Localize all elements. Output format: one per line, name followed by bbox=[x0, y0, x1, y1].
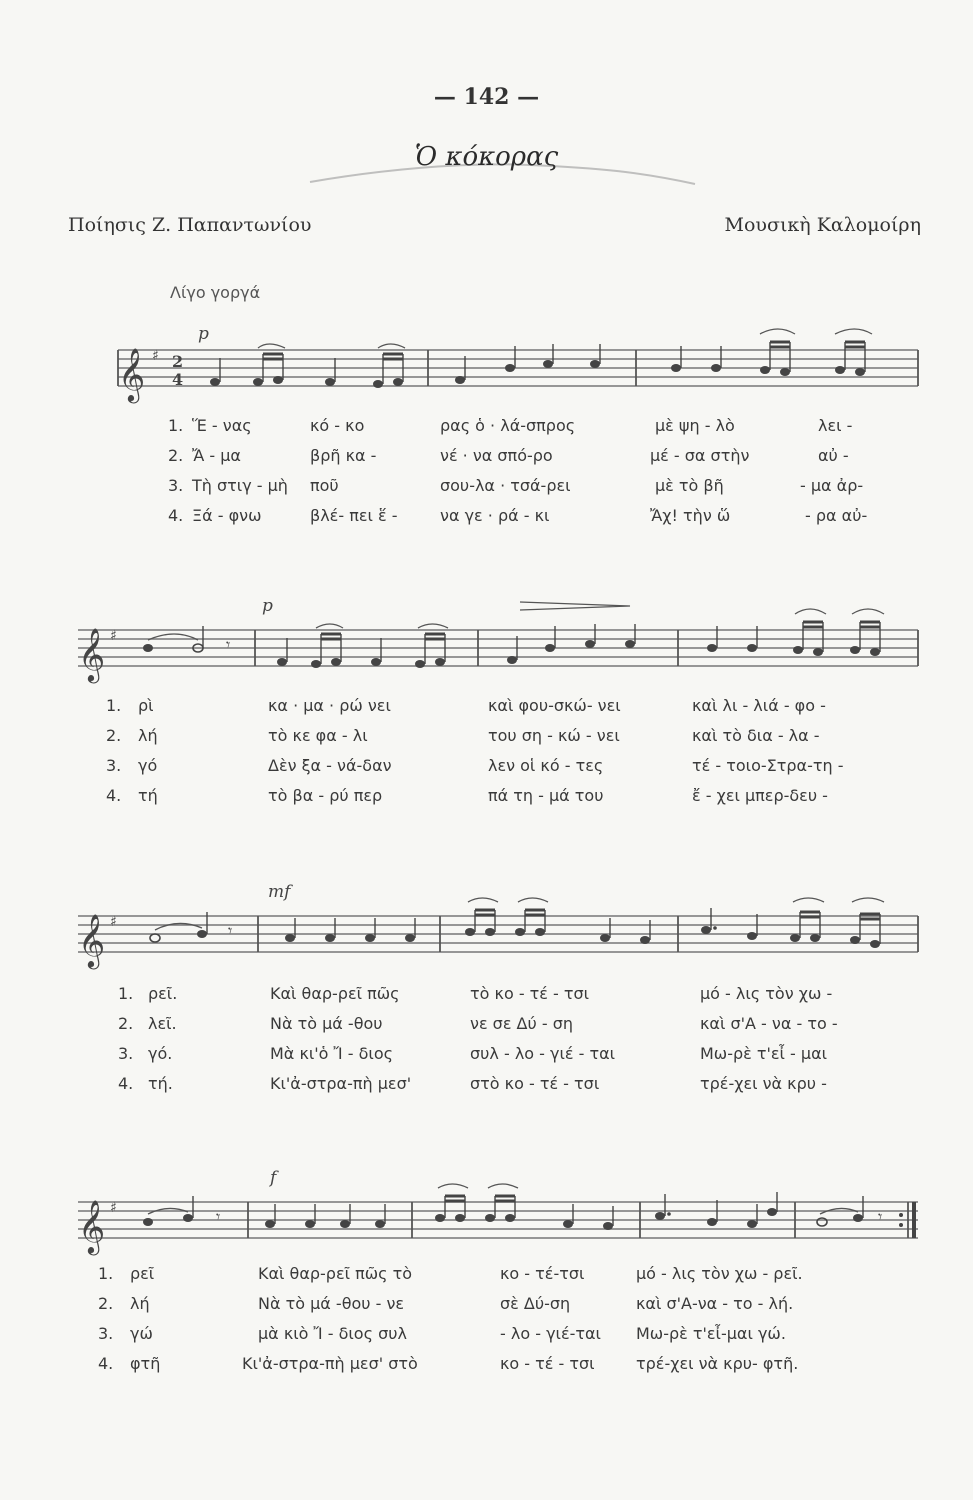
verse-line bbox=[0, 1294, 973, 1318]
measure-3-notes bbox=[465, 898, 650, 944]
verse-number: 4. bbox=[98, 1354, 114, 1373]
lyric-syllable: βρῆ κα - bbox=[310, 446, 377, 465]
lyric-syllable: καὶ τὸ δια - λα - bbox=[692, 726, 820, 745]
verse-number: 1. bbox=[106, 696, 122, 715]
music-staff-1 bbox=[0, 340, 973, 400]
lyric-syllable: Ἄχ! τὴν ὥ bbox=[650, 506, 731, 525]
lyric-syllable: βλέ- πει ἕ - bbox=[310, 506, 398, 525]
lyric-syllable: μὲ τὸ βῆ bbox=[655, 476, 724, 495]
svg-text:𝄾: 𝄾 bbox=[226, 635, 231, 654]
lyric-syllable: Μω-ρὲ τ'εἶ-μαι γώ. bbox=[636, 1324, 786, 1343]
lyric-syllable: Κι'ἀ-στρα-πὴ μεσ' bbox=[270, 1074, 412, 1093]
lyric-syllable: Ξά - φνω bbox=[192, 506, 262, 525]
lyric-syllable: καὶ σ'Α - να - το - bbox=[700, 1014, 838, 1033]
verse-number: 3. bbox=[98, 1324, 114, 1343]
key-signature-sharp-icon: ♯ bbox=[110, 914, 117, 930]
lyric-syllable: γώ bbox=[130, 1324, 153, 1343]
crescendo-hairpin bbox=[520, 602, 630, 610]
verse-number: 2. bbox=[106, 726, 122, 745]
music-staff-2 bbox=[0, 620, 973, 680]
lyric-syllable: Ἕ - νας bbox=[192, 416, 252, 435]
lyric-syllable: μό - λις τὸν χω - ρεῖ. bbox=[636, 1264, 803, 1283]
lyric-syllable: τή. bbox=[148, 1074, 173, 1093]
lyric-syllable: του ση - κώ - νει bbox=[488, 726, 620, 745]
verse-number: 4. bbox=[106, 786, 122, 805]
lyric-syllable: τὸ βα - ρύ περ bbox=[268, 786, 383, 805]
lyric-syllable: Ἄ - μα bbox=[192, 446, 241, 465]
lyric-syllable: Κι'ἀ-στρα-πὴ μεσ' στὸ bbox=[242, 1354, 418, 1373]
lyric-syllable: λεῖ. bbox=[148, 1014, 177, 1033]
lyric-syllable: λή bbox=[130, 1294, 150, 1313]
lyric-syllable: Δὲν ξα - νά-δαν bbox=[268, 756, 392, 775]
measure-2-notes bbox=[285, 918, 415, 942]
lyric-syllable: Μω-ρὲ τ'εἶ - μαι bbox=[700, 1044, 828, 1063]
lyric-syllable: γό bbox=[138, 756, 158, 775]
lyric-syllable: τή bbox=[138, 786, 158, 805]
verse-line bbox=[0, 786, 973, 810]
lyric-syllable: μὲ ψη - λὸ bbox=[655, 416, 735, 435]
song-title: Ὁ κόκορας bbox=[414, 142, 559, 172]
verse-line bbox=[0, 476, 973, 500]
verse-number: 1. bbox=[118, 984, 134, 1003]
lyric-syllable: ρεῖ. bbox=[148, 984, 178, 1003]
lyric-syllable: νέ · να σπό-ρο bbox=[440, 446, 553, 465]
verse-line bbox=[0, 1044, 973, 1068]
lyric-syllable: φτῆ bbox=[130, 1354, 161, 1373]
verse-line bbox=[0, 984, 973, 1008]
dynamic-marking: mf bbox=[268, 882, 291, 902]
verse-number: 4. bbox=[118, 1074, 134, 1093]
lyric-syllable: τρέ-χει νὰ κρυ- φτῆ. bbox=[636, 1354, 799, 1373]
lyric-syllable: ποῦ bbox=[310, 476, 339, 495]
measure-3-notes bbox=[671, 329, 872, 376]
verse-number: 3. bbox=[168, 476, 184, 495]
verse-line bbox=[0, 1264, 973, 1288]
verse-number: 3. bbox=[118, 1044, 134, 1063]
lyric-syllable: τὸ κο - τέ - τσι bbox=[470, 984, 590, 1003]
lyric-syllable: γό. bbox=[148, 1044, 173, 1063]
lyric-syllable: πά τη - μά του bbox=[488, 786, 604, 805]
lyric-syllable: Μὰ κι'ὁ Ἴ - διος bbox=[270, 1044, 394, 1063]
lyric-syllable: μό - λις τὸν χω - bbox=[700, 984, 833, 1003]
measure-3-notes bbox=[435, 1184, 613, 1230]
lyric-syllable: καὶ φου-σκώ- νει bbox=[488, 696, 621, 715]
key-signature-sharp-icon: ♯ bbox=[110, 628, 117, 644]
lyric-syllable: καὶ σ'Α-να - το - λή. bbox=[636, 1294, 794, 1313]
lyric-syllable: Καὶ θαρ-ρεῖ πῶς bbox=[270, 984, 400, 1003]
svg-text:𝄾: 𝄾 bbox=[228, 921, 233, 940]
verse-number: 3. bbox=[106, 756, 122, 775]
measure-4-notes bbox=[707, 609, 884, 656]
treble-clef-icon: 𝄞 bbox=[78, 627, 106, 681]
verse-line bbox=[0, 506, 973, 530]
verse-line bbox=[0, 756, 973, 780]
lyric-syllable: μέ - σα στὴν bbox=[650, 446, 750, 465]
verse-number: 2. bbox=[98, 1294, 114, 1313]
treble-clef-icon: 𝄞 bbox=[118, 347, 146, 401]
verse-line bbox=[0, 446, 973, 470]
lyric-syllable: σου-λα · τσά-ρει bbox=[440, 476, 571, 495]
verse-number: 2. bbox=[118, 1014, 134, 1033]
verse-number: 4. bbox=[168, 506, 184, 525]
lyric-syllable: κα · μα · ρώ νει bbox=[268, 696, 391, 715]
verse-number: 1. bbox=[168, 416, 184, 435]
treble-clef-icon: 𝄞 bbox=[78, 1199, 106, 1253]
lyric-syllable: στὸ κο - τέ - τσι bbox=[470, 1074, 600, 1093]
lyric-syllable: ἔ - χει μπερ-δευ - bbox=[692, 786, 828, 805]
lyric-syllable: μὰ κιὸ Ἴ - διος συλ bbox=[258, 1324, 407, 1343]
lyric-syllable: σὲ Δύ-ση bbox=[500, 1294, 571, 1313]
page-number: — 142 — bbox=[433, 84, 540, 110]
verse-line bbox=[0, 416, 973, 440]
dynamic-marking: p bbox=[262, 596, 273, 616]
lyric-syllable: ρας ὁ · λά-σπρος bbox=[440, 416, 576, 435]
lyricist-credit: Ποίησις Ζ. Παπαντωνίου bbox=[68, 214, 312, 236]
dynamic-marking: f bbox=[270, 1168, 277, 1188]
verse-line bbox=[0, 1014, 973, 1038]
music-staff-4 bbox=[0, 1192, 973, 1252]
lyric-syllable: συλ - λο - γιέ - ται bbox=[470, 1044, 616, 1063]
music-staff-3 bbox=[0, 906, 973, 966]
verse-line bbox=[0, 1074, 973, 1098]
lyric-syllable: - ρα αὐ- bbox=[805, 506, 868, 525]
verse-line bbox=[0, 1324, 973, 1348]
lyric-syllable: κό - κο bbox=[310, 416, 365, 435]
verse-number: 2. bbox=[168, 446, 184, 465]
lyric-syllable: να γε · ρά - κι bbox=[440, 506, 550, 525]
time-signature-bottom: 4 bbox=[172, 370, 184, 389]
lyric-syllable: Νὰ τὸ μά -θου - νε bbox=[258, 1294, 405, 1313]
lyric-syllable: - λο - γιέ-ται bbox=[500, 1324, 601, 1343]
lyric-syllable: κο - τέ-τσι bbox=[500, 1264, 585, 1283]
lyric-syllable: καὶ λι - λιά - φο - bbox=[692, 696, 826, 715]
verse-line bbox=[0, 1354, 973, 1378]
svg-text:𝄾: 𝄾 bbox=[216, 1207, 221, 1226]
measure-4-notes bbox=[655, 1192, 777, 1228]
measure-4-notes bbox=[701, 898, 884, 948]
lyric-syllable: - μα ἀρ- bbox=[800, 476, 864, 495]
dynamic-marking: p bbox=[198, 324, 209, 344]
measure-2-notes bbox=[265, 1204, 385, 1228]
tempo-marking: Λίγο γοργά bbox=[170, 283, 261, 302]
staff-lines bbox=[78, 630, 918, 666]
lyric-syllable: αὐ - bbox=[818, 446, 849, 465]
verse-line bbox=[0, 696, 973, 720]
verse-line bbox=[0, 726, 973, 750]
lyric-syllable: ρεῖ bbox=[130, 1264, 155, 1283]
lyric-syllable: λεν οἱ κό - τες bbox=[488, 756, 604, 775]
key-signature-sharp-icon: ♯ bbox=[152, 348, 159, 364]
lyric-syllable: νε σε Δύ - ση bbox=[470, 1014, 573, 1033]
lyric-syllable: ρὶ bbox=[138, 696, 154, 715]
lyric-syllable: Τὴ στιγ - μὴ bbox=[192, 476, 288, 495]
lyric-syllable: Νὰ τὸ μά -θου bbox=[270, 1014, 383, 1033]
lyric-syllable: κο - τέ - τσι bbox=[500, 1354, 595, 1373]
staff-lines bbox=[78, 1202, 918, 1238]
key-signature-sharp-icon: ♯ bbox=[110, 1200, 117, 1216]
treble-clef-icon: 𝄞 bbox=[78, 913, 106, 967]
verse-number: 1. bbox=[98, 1264, 114, 1283]
lyric-syllable: λή bbox=[138, 726, 158, 745]
lyric-syllable: λει - bbox=[818, 416, 853, 435]
lyric-syllable: τρέ-χει νὰ κρυ - bbox=[700, 1074, 827, 1093]
time-signature-top: 2 bbox=[172, 352, 184, 371]
staff-lines bbox=[118, 350, 918, 386]
lyric-syllable: τὸ κε φα - λι bbox=[268, 726, 368, 745]
lyric-syllable: Καὶ θαρ-ρεῖ πῶς τὸ bbox=[258, 1264, 413, 1283]
svg-text:𝄾: 𝄾 bbox=[878, 1207, 883, 1226]
lyric-syllable: τέ - τοιο-Στρα-τη - bbox=[692, 756, 844, 775]
composer-credit: Μουσικὴ Καλομοίρη bbox=[724, 214, 921, 236]
